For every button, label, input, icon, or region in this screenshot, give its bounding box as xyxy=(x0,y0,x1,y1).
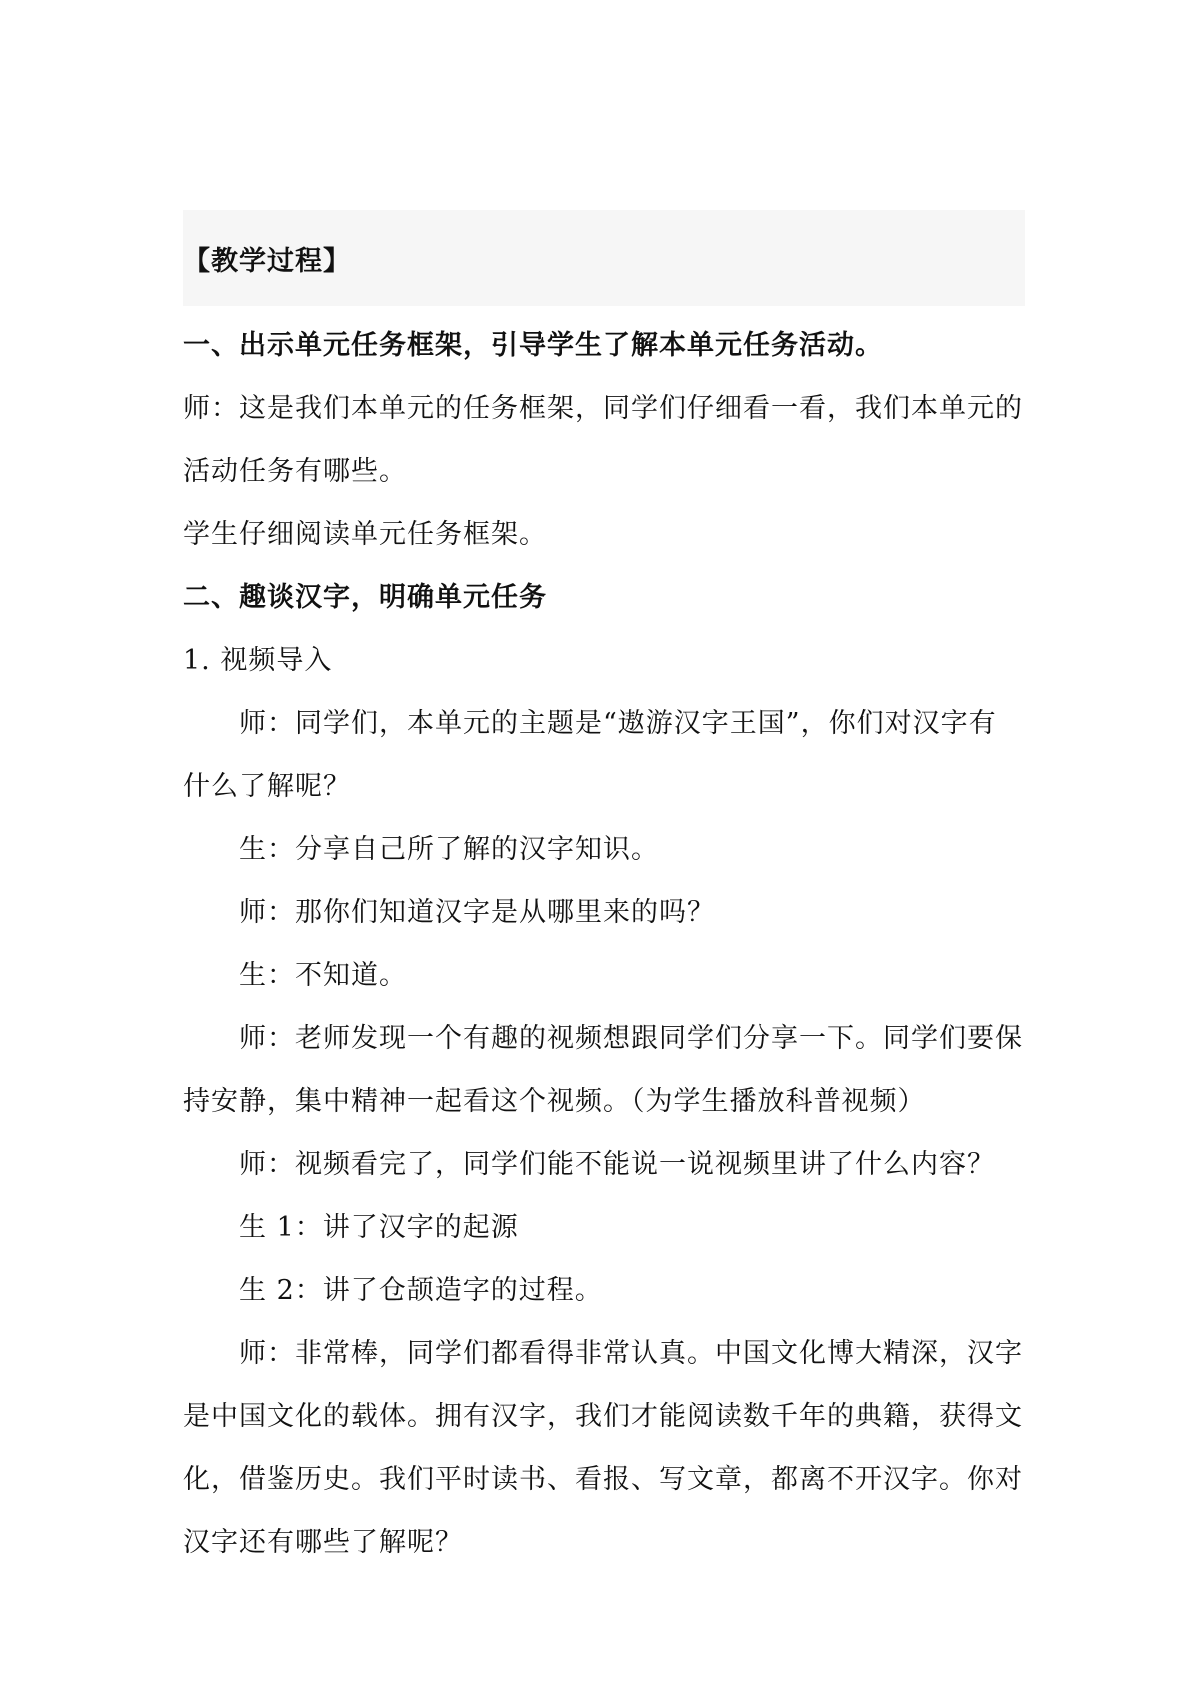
paragraph-line: 生 2：讲了仓颉造字的过程。 xyxy=(239,1275,603,1306)
paragraph-line: 师：非常棒，同学们都看得非常认真。中国文化博大精深，汉字 xyxy=(239,1338,1023,1369)
section-heading-line: 二、趣谈汉字，明确单元任务 xyxy=(183,582,547,613)
paragraph-line: 师：这是我们本单元的任务框架，同学们仔细看一看，我们本单元的 xyxy=(183,393,1023,424)
document-page xyxy=(183,210,1025,1574)
paragraph-line: 师：视频看完了，同学们能不能说一说视频里讲了什么内容？ xyxy=(239,1149,995,1180)
paragraph-line: 生：不知道。 xyxy=(239,960,407,991)
paragraph-line: 是中国文化的载体。拥有汉字，我们才能阅读数千年的典籍，获得文 xyxy=(183,1401,1023,1432)
paragraph-line: 师：同学们，本单元的主题是“遨游汉字王国”，你们对汉字有 xyxy=(239,708,997,739)
paragraph-line: 师：老师发现一个有趣的视频想跟同学们分享一下。同学们要保 xyxy=(239,1023,1023,1054)
paragraph-line: 生 1：讲了汉字的起源 xyxy=(239,1212,519,1243)
paragraph-line: 生：分享自己所了解的汉字知识。 xyxy=(239,834,659,865)
paragraph-line: 汉字还有哪些了解呢？ xyxy=(183,1527,463,1558)
paragraph-line: 化，借鉴历史。我们平时读书、看报、写文章，都离不开汉字。你对 xyxy=(183,1464,1023,1495)
paragraph-line: 持安静，集中精神一起看这个视频。（为学生播放科普视频） xyxy=(183,1086,926,1117)
paragraph-line: 活动任务有哪些。 xyxy=(183,456,407,487)
document-body xyxy=(183,314,1025,1574)
paragraph-line: 1. 视频导入 xyxy=(183,645,333,676)
paragraph-line: 学生仔细阅读单元任务框架。 xyxy=(183,519,547,550)
paragraph-line: 什么了解呢？ xyxy=(183,771,351,802)
section-heading-line: 一、出示单元任务框架，引导学生了解本单元任务活动。 xyxy=(183,330,883,361)
paragraph-line: 师：那你们知道汉字是从哪里来的吗？ xyxy=(239,897,715,928)
section-title: 【教学过程】 xyxy=(183,245,351,277)
section-heading-bar xyxy=(183,210,1025,306)
